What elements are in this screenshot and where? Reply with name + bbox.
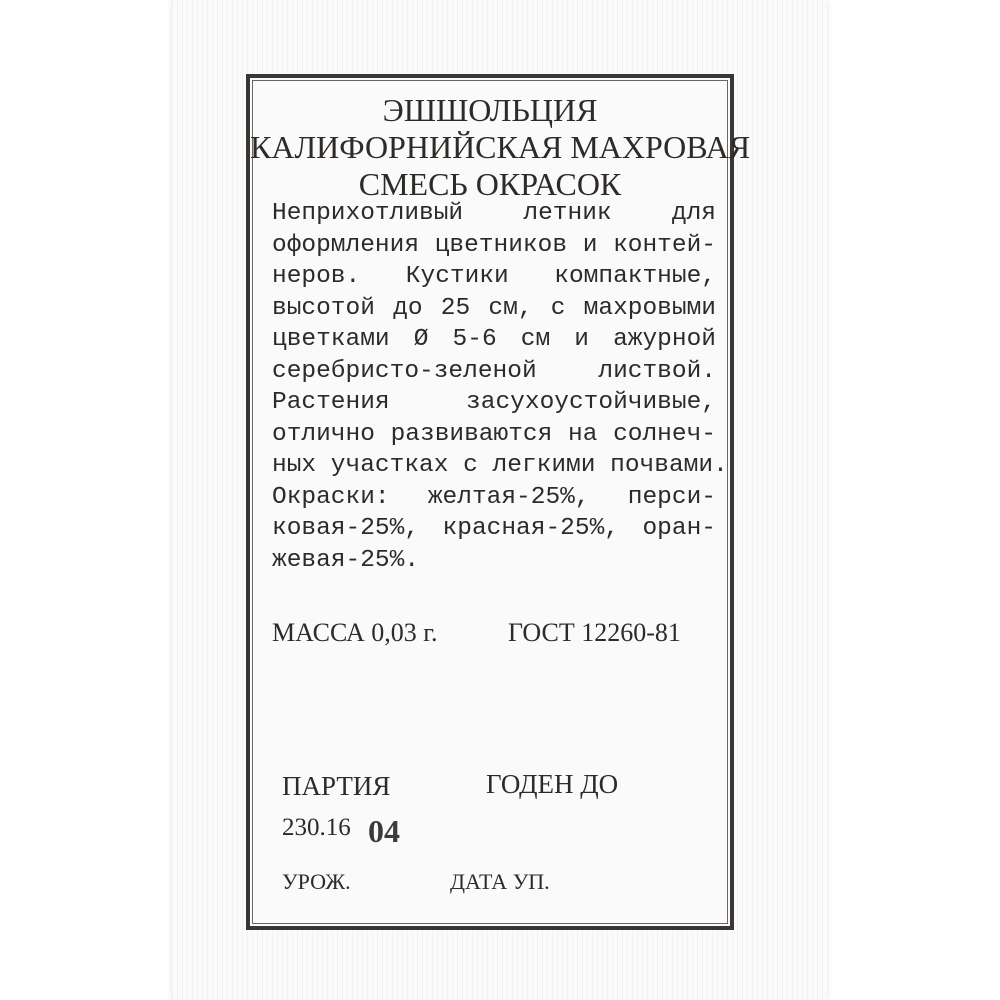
description-line: жевая-25%. — [272, 546, 420, 574]
label-frame — [246, 74, 751, 930]
title-line: СМЕСЬ ОКРАСОК — [358, 166, 622, 202]
lot-stamp: 04 — [368, 813, 400, 849]
product-title — [250, 92, 751, 203]
description-line: отлично развиваются на солнеч- — [272, 420, 716, 448]
valid-until-label: ГОДЕН ДО — [486, 769, 619, 799]
description-line: ковая-25%, красная-25%, оран- — [272, 515, 716, 542]
title-line: ЭШШОЛЬЦИЯ — [382, 92, 598, 128]
description-line: Растения засухоустойчивые, — [272, 389, 716, 416]
description-line: цветками Ø 5-6 см и ажурной — [272, 326, 716, 353]
description-line: серебристо-зеленой листвой. — [272, 357, 716, 385]
mass-label: МАССА 0,03 г. — [272, 618, 438, 647]
description-line: ных участках с легкими почвами. — [272, 452, 728, 479]
lot-number: 230.16 — [282, 814, 351, 841]
lot-label: ПАРТИЯ — [282, 771, 391, 801]
description-line: оформления цветников и контей- — [272, 231, 716, 259]
description-line: высотой до 25 см, с махровыми — [272, 294, 716, 322]
description-line: Окраски: желтая-25%, перси- — [272, 483, 716, 511]
description-line: неров. Кустики компактные, — [272, 263, 716, 290]
description-line: Неприхотливый летник для — [272, 200, 716, 227]
gost-label: ГОСТ 12260-81 — [508, 618, 681, 647]
pack-date-label: ДАТА УП. — [450, 869, 550, 894]
title-line: КАЛИФОРНИЙСКАЯ МАХРОВАЯ — [250, 129, 751, 165]
harvest-label: УРОЖ. — [282, 869, 351, 894]
product-description — [272, 198, 728, 576]
